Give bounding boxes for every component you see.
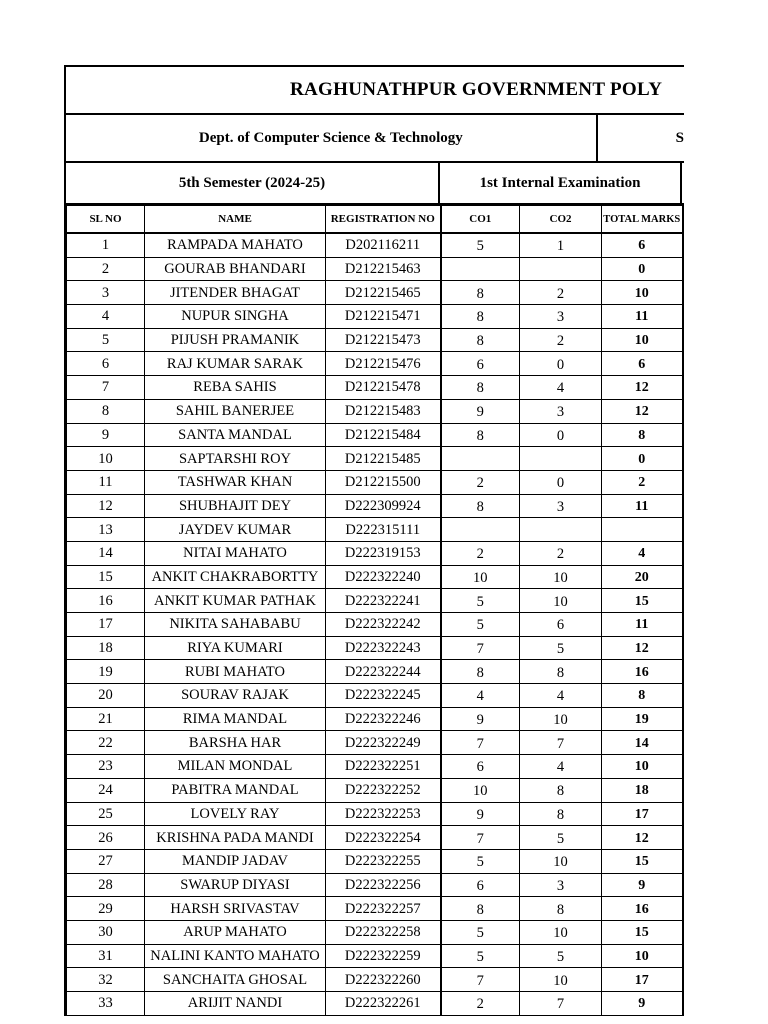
cell-co2: 3 bbox=[520, 873, 602, 897]
cell-co2: 8 bbox=[520, 802, 602, 826]
cell-total: 16 bbox=[602, 660, 683, 684]
cell-total: 8 bbox=[602, 684, 683, 708]
cell-total: 18 bbox=[602, 778, 683, 802]
cell-name: SWARUP DIYASI bbox=[145, 873, 326, 897]
cell-name: NITAI MAHATO bbox=[145, 541, 326, 565]
department-label: Dept. of Computer Science & Technology bbox=[66, 115, 598, 161]
table-row bbox=[67, 565, 683, 589]
table-row bbox=[67, 589, 683, 613]
cell-registration: D222322259 bbox=[326, 944, 441, 968]
cell-registration: D222322260 bbox=[326, 968, 441, 992]
cell-total: 6 bbox=[602, 352, 683, 376]
table-row bbox=[67, 305, 683, 329]
cell-total: 11 bbox=[602, 613, 683, 637]
cell-co2: 10 bbox=[520, 707, 602, 731]
cell-co2: 7 bbox=[520, 731, 602, 755]
cell-registration: D222322242 bbox=[326, 613, 441, 637]
table-row bbox=[67, 992, 683, 1016]
table-row bbox=[67, 968, 683, 992]
cell-co2: 10 bbox=[520, 968, 602, 992]
column-header-name: NAME bbox=[145, 206, 326, 234]
cell-registration: D222322256 bbox=[326, 873, 441, 897]
table-row bbox=[67, 233, 683, 257]
cell-total: 10 bbox=[602, 281, 683, 305]
cell-name: REBA SAHIS bbox=[145, 376, 326, 400]
cell-sl: 31 bbox=[67, 944, 145, 968]
cell-registration: D222319153 bbox=[326, 541, 441, 565]
cell-co2 bbox=[520, 518, 602, 542]
department-row bbox=[66, 115, 684, 163]
table-row bbox=[67, 660, 683, 684]
cell-registration: D212215465 bbox=[326, 281, 441, 305]
cell-total: 11 bbox=[602, 494, 683, 518]
cell-registration: D222322261 bbox=[326, 992, 441, 1016]
cell-sl: 27 bbox=[67, 849, 145, 873]
table-row bbox=[67, 399, 683, 423]
exam-label: 1st Internal Examination bbox=[440, 163, 682, 203]
cell-sl: 32 bbox=[67, 968, 145, 992]
marks-table bbox=[66, 205, 684, 1016]
cell-registration: D212215484 bbox=[326, 423, 441, 447]
cell-registration: D222322258 bbox=[326, 920, 441, 944]
cell-total: 15 bbox=[602, 849, 683, 873]
cell-name: ANKIT KUMAR PATHAK bbox=[145, 589, 326, 613]
cell-name: PABITRA MANDAL bbox=[145, 778, 326, 802]
cell-sl: 2 bbox=[67, 257, 145, 281]
cell-co2: 6 bbox=[520, 613, 602, 637]
table-row bbox=[67, 423, 683, 447]
cell-total: 16 bbox=[602, 897, 683, 921]
cell-sl: 5 bbox=[67, 328, 145, 352]
cell-total: 17 bbox=[602, 802, 683, 826]
cell-co2: 4 bbox=[520, 755, 602, 779]
cell-co1: 5 bbox=[441, 613, 520, 637]
cell-co1: 8 bbox=[441, 897, 520, 921]
table-row bbox=[67, 849, 683, 873]
semester-row bbox=[66, 163, 684, 205]
cell-sl: 24 bbox=[67, 778, 145, 802]
table-header-row bbox=[67, 206, 683, 234]
table-row bbox=[67, 328, 683, 352]
table-row bbox=[67, 541, 683, 565]
cell-sl: 15 bbox=[67, 565, 145, 589]
cell-sl: 33 bbox=[67, 992, 145, 1016]
cell-total: 15 bbox=[602, 589, 683, 613]
cell-sl: 4 bbox=[67, 305, 145, 329]
title-row bbox=[66, 67, 684, 115]
cell-registration: D222309924 bbox=[326, 494, 441, 518]
cell-co1 bbox=[441, 518, 520, 542]
cell-total: 20 bbox=[602, 565, 683, 589]
cell-registration: D222322257 bbox=[326, 897, 441, 921]
cell-name: PIJUSH PRAMANIK bbox=[145, 328, 326, 352]
table-row bbox=[67, 755, 683, 779]
cell-co1: 7 bbox=[441, 636, 520, 660]
table-row bbox=[67, 707, 683, 731]
cell-registration: D222322251 bbox=[326, 755, 441, 779]
cell-registration: D222322246 bbox=[326, 707, 441, 731]
cell-name: ARIJIT NANDI bbox=[145, 992, 326, 1016]
cell-co2: 0 bbox=[520, 423, 602, 447]
cell-co1: 8 bbox=[441, 281, 520, 305]
cell-registration: D212215500 bbox=[326, 470, 441, 494]
cell-registration: D212215471 bbox=[326, 305, 441, 329]
cell-total: 11 bbox=[602, 305, 683, 329]
cell-co1: 2 bbox=[441, 992, 520, 1016]
cell-sl: 23 bbox=[67, 755, 145, 779]
cell-co2: 3 bbox=[520, 399, 602, 423]
cell-registration: D222322245 bbox=[326, 684, 441, 708]
cell-registration: D222322240 bbox=[326, 565, 441, 589]
cell-name: MILAN MONDAL bbox=[145, 755, 326, 779]
column-header-sl: SL NO bbox=[67, 206, 145, 234]
cell-co2: 0 bbox=[520, 352, 602, 376]
cell-total: 12 bbox=[602, 826, 683, 850]
cell-total: 12 bbox=[602, 399, 683, 423]
cell-sl: 9 bbox=[67, 423, 145, 447]
institute-title: RAGHUNATHPUR GOVERNMENT POLY bbox=[290, 79, 663, 100]
cell-total: 8 bbox=[602, 423, 683, 447]
cell-co1: 6 bbox=[441, 873, 520, 897]
cell-co1: 10 bbox=[441, 778, 520, 802]
cell-co1: 9 bbox=[441, 399, 520, 423]
cell-co2 bbox=[520, 447, 602, 471]
cell-co1: 5 bbox=[441, 233, 520, 257]
cell-registration: D222322249 bbox=[326, 731, 441, 755]
cell-name: NIKITA SAHABABU bbox=[145, 613, 326, 637]
table-row bbox=[67, 802, 683, 826]
cell-name: KRISHNA PADA MANDI bbox=[145, 826, 326, 850]
cell-registration: D222322255 bbox=[326, 849, 441, 873]
cell-co1: 2 bbox=[441, 541, 520, 565]
cell-name: JAYDEV KUMAR bbox=[145, 518, 326, 542]
table-row bbox=[67, 613, 683, 637]
cell-name: RIYA KUMARI bbox=[145, 636, 326, 660]
cell-total: 12 bbox=[602, 376, 683, 400]
cell-sl: 13 bbox=[67, 518, 145, 542]
cell-sl: 10 bbox=[67, 447, 145, 471]
table-row bbox=[67, 873, 683, 897]
table-row bbox=[67, 281, 683, 305]
cell-name: SOURAV RAJAK bbox=[145, 684, 326, 708]
cell-co1: 7 bbox=[441, 968, 520, 992]
cell-sl: 19 bbox=[67, 660, 145, 684]
cell-total bbox=[602, 518, 683, 542]
cell-registration: D222322254 bbox=[326, 826, 441, 850]
cell-total: 10 bbox=[602, 944, 683, 968]
cell-total: 10 bbox=[602, 328, 683, 352]
column-header-co2: CO2 bbox=[520, 206, 602, 234]
cell-co1: 6 bbox=[441, 755, 520, 779]
cell-total: 0 bbox=[602, 447, 683, 471]
cell-co2: 5 bbox=[520, 944, 602, 968]
table-row bbox=[67, 731, 683, 755]
cell-co1: 5 bbox=[441, 589, 520, 613]
cell-registration: D212215463 bbox=[326, 257, 441, 281]
cell-registration: D212215485 bbox=[326, 447, 441, 471]
cell-total: 15 bbox=[602, 920, 683, 944]
cell-registration: D222322241 bbox=[326, 589, 441, 613]
cell-co2: 0 bbox=[520, 470, 602, 494]
cell-sl: 29 bbox=[67, 897, 145, 921]
cell-total: 6 bbox=[602, 233, 683, 257]
column-header-total: TOTAL MARKS bbox=[602, 206, 683, 234]
cell-name: SHUBHAJIT DEY bbox=[145, 494, 326, 518]
cell-registration: D222322253 bbox=[326, 802, 441, 826]
cell-name: HARSH SRIVASTAV bbox=[145, 897, 326, 921]
cell-co1: 9 bbox=[441, 802, 520, 826]
cell-co2: 3 bbox=[520, 305, 602, 329]
table-body bbox=[67, 233, 683, 1015]
cell-co1: 7 bbox=[441, 826, 520, 850]
cell-sl: 20 bbox=[67, 684, 145, 708]
cell-sl: 1 bbox=[67, 233, 145, 257]
table-row bbox=[67, 684, 683, 708]
cell-total: 19 bbox=[602, 707, 683, 731]
table-row bbox=[67, 826, 683, 850]
cell-co2 bbox=[520, 257, 602, 281]
cell-name: RAJ KUMAR SARAK bbox=[145, 352, 326, 376]
table-row bbox=[67, 376, 683, 400]
cell-co2: 8 bbox=[520, 778, 602, 802]
cell-sl: 3 bbox=[67, 281, 145, 305]
table-row bbox=[67, 778, 683, 802]
cell-co2: 7 bbox=[520, 992, 602, 1016]
cell-sl: 7 bbox=[67, 376, 145, 400]
cell-co1 bbox=[441, 257, 520, 281]
cell-total: 9 bbox=[602, 873, 683, 897]
cell-total: 14 bbox=[602, 731, 683, 755]
cell-sl: 12 bbox=[67, 494, 145, 518]
cell-registration: D222315111 bbox=[326, 518, 441, 542]
cell-sl: 6 bbox=[67, 352, 145, 376]
cell-total: 4 bbox=[602, 541, 683, 565]
truncated-right-label: S bbox=[675, 129, 684, 146]
cell-co1: 7 bbox=[441, 731, 520, 755]
cell-total: 0 bbox=[602, 257, 683, 281]
cell-name: SANCHAITA GHOSAL bbox=[145, 968, 326, 992]
cell-co1: 6 bbox=[441, 352, 520, 376]
cell-sl: 25 bbox=[67, 802, 145, 826]
table-row bbox=[67, 470, 683, 494]
cell-name: ARUP MAHATO bbox=[145, 920, 326, 944]
table-row bbox=[67, 636, 683, 660]
cell-co2: 10 bbox=[520, 589, 602, 613]
cell-co1: 9 bbox=[441, 707, 520, 731]
column-header-co1: CO1 bbox=[441, 206, 520, 234]
cell-co2: 5 bbox=[520, 636, 602, 660]
cell-co1: 8 bbox=[441, 305, 520, 329]
cell-co2: 8 bbox=[520, 660, 602, 684]
cell-name: NALINI KANTO MAHATO bbox=[145, 944, 326, 968]
cell-name: SANTA MANDAL bbox=[145, 423, 326, 447]
cell-co2: 2 bbox=[520, 328, 602, 352]
cell-co1 bbox=[441, 447, 520, 471]
cell-sl: 14 bbox=[67, 541, 145, 565]
cell-name: RUBI MAHATO bbox=[145, 660, 326, 684]
cell-name: TASHWAR KHAN bbox=[145, 470, 326, 494]
cell-registration: D222322244 bbox=[326, 660, 441, 684]
cell-registration: D212215478 bbox=[326, 376, 441, 400]
cell-co2: 1 bbox=[520, 233, 602, 257]
cell-co1: 8 bbox=[441, 376, 520, 400]
cell-name: NUPUR SINGHA bbox=[145, 305, 326, 329]
cell-registration: D212215473 bbox=[326, 328, 441, 352]
table-row bbox=[67, 944, 683, 968]
cell-registration: D222322252 bbox=[326, 778, 441, 802]
cell-sl: 16 bbox=[67, 589, 145, 613]
cell-co2: 2 bbox=[520, 541, 602, 565]
cell-sl: 11 bbox=[67, 470, 145, 494]
cell-co1: 8 bbox=[441, 328, 520, 352]
cell-co2: 10 bbox=[520, 565, 602, 589]
cell-total: 2 bbox=[602, 470, 683, 494]
semester-label: 5th Semester (2024-25) bbox=[66, 163, 440, 203]
table-row bbox=[67, 920, 683, 944]
cell-sl: 17 bbox=[67, 613, 145, 637]
table-row bbox=[67, 897, 683, 921]
table-row bbox=[67, 447, 683, 471]
cell-name: MANDIP JADAV bbox=[145, 849, 326, 873]
cell-co1: 5 bbox=[441, 849, 520, 873]
cell-co1: 8 bbox=[441, 423, 520, 447]
marks-sheet bbox=[64, 65, 684, 1016]
table-row bbox=[67, 257, 683, 281]
cell-co1: 8 bbox=[441, 494, 520, 518]
cell-name: LOVELY RAY bbox=[145, 802, 326, 826]
table-row bbox=[67, 518, 683, 542]
cell-total: 12 bbox=[602, 636, 683, 660]
cell-co2: 4 bbox=[520, 376, 602, 400]
cell-sl: 21 bbox=[67, 707, 145, 731]
cell-co2: 10 bbox=[520, 849, 602, 873]
cell-sl: 18 bbox=[67, 636, 145, 660]
cell-registration: D222322243 bbox=[326, 636, 441, 660]
cell-co1: 8 bbox=[441, 660, 520, 684]
cell-co2: 4 bbox=[520, 684, 602, 708]
cell-name: SAPTARSHI ROY bbox=[145, 447, 326, 471]
cell-sl: 8 bbox=[67, 399, 145, 423]
cell-co1: 4 bbox=[441, 684, 520, 708]
cell-name: SAHIL BANERJEE bbox=[145, 399, 326, 423]
cell-total: 17 bbox=[602, 968, 683, 992]
cell-co2: 8 bbox=[520, 897, 602, 921]
cell-name: JITENDER BHAGAT bbox=[145, 281, 326, 305]
cell-co1: 5 bbox=[441, 920, 520, 944]
cell-registration: D212215483 bbox=[326, 399, 441, 423]
cell-registration: D212215476 bbox=[326, 352, 441, 376]
cell-co2: 10 bbox=[520, 920, 602, 944]
cell-co1: 10 bbox=[441, 565, 520, 589]
cell-co2: 3 bbox=[520, 494, 602, 518]
cell-name: BARSHA HAR bbox=[145, 731, 326, 755]
cell-total: 10 bbox=[602, 755, 683, 779]
cell-total: 9 bbox=[602, 992, 683, 1016]
cell-name: RAMPADA MAHATO bbox=[145, 233, 326, 257]
table-row bbox=[67, 494, 683, 518]
cell-name: GOURAB BHANDARI bbox=[145, 257, 326, 281]
cell-co1: 2 bbox=[441, 470, 520, 494]
cell-co2: 5 bbox=[520, 826, 602, 850]
cell-sl: 26 bbox=[67, 826, 145, 850]
cell-co1: 5 bbox=[441, 944, 520, 968]
cell-name: ANKIT CHAKRABORTTY bbox=[145, 565, 326, 589]
table-row bbox=[67, 352, 683, 376]
column-header-registration: REGISTRATION NO bbox=[326, 206, 441, 234]
cell-name: RIMA MANDAL bbox=[145, 707, 326, 731]
cell-sl: 28 bbox=[67, 873, 145, 897]
cell-co2: 2 bbox=[520, 281, 602, 305]
cell-sl: 22 bbox=[67, 731, 145, 755]
cell-registration: D202116211 bbox=[326, 233, 441, 257]
cell-sl: 30 bbox=[67, 920, 145, 944]
